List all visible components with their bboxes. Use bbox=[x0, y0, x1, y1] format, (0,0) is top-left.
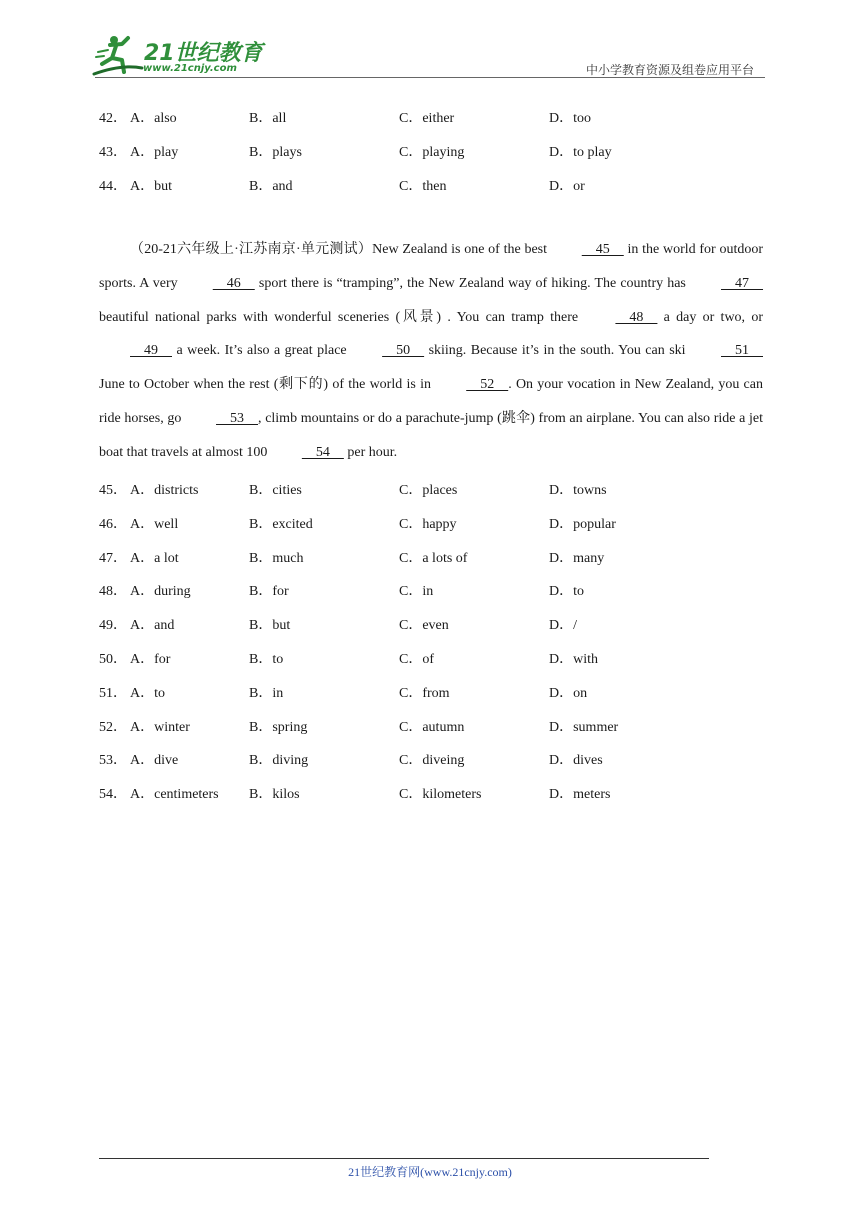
option-d: D．with bbox=[549, 652, 598, 667]
passage-paragraph bbox=[99, 233, 763, 470]
option-a: A．to bbox=[130, 686, 165, 701]
logo-url: www.21cnjy.com bbox=[143, 63, 237, 74]
blank-47: 47 bbox=[721, 275, 764, 291]
question-row-51 bbox=[99, 682, 779, 702]
option-a: A．centimeters bbox=[130, 787, 219, 802]
option-c: C．kilometers bbox=[399, 787, 482, 802]
option-c: C．playing bbox=[399, 145, 465, 160]
option-b: B．to bbox=[249, 652, 284, 667]
option-a: A．during bbox=[130, 584, 191, 599]
option-d: D．or bbox=[549, 179, 585, 194]
question-row-48 bbox=[99, 580, 779, 600]
option-d: D．on bbox=[549, 686, 588, 701]
option-c: C．a lots of bbox=[399, 551, 468, 566]
passage-text: sport there is “tramping”, the New Zealand way of hiking. The country has bbox=[254, 275, 691, 291]
option-c: C．of bbox=[399, 652, 434, 667]
passage-text: a day or two, or bbox=[657, 309, 763, 325]
option-b: B．much bbox=[249, 551, 304, 566]
option-b: B．in bbox=[249, 686, 284, 701]
question-number: 44． bbox=[99, 179, 127, 194]
question-number: 47． bbox=[99, 551, 127, 566]
question-number: 52． bbox=[99, 720, 127, 735]
question-row-42 bbox=[99, 107, 779, 127]
option-a: A．a lot bbox=[130, 551, 179, 566]
question-number: 42． bbox=[99, 111, 127, 126]
page-header bbox=[0, 0, 860, 80]
option-b: B．for bbox=[249, 584, 289, 599]
option-d: D．/ bbox=[549, 618, 577, 633]
option-b: B．spring bbox=[249, 720, 308, 735]
option-b: B．but bbox=[249, 618, 291, 633]
option-c: C．places bbox=[399, 483, 458, 498]
question-row-46 bbox=[99, 513, 779, 533]
cloze-passage bbox=[99, 233, 763, 470]
option-c: C．autumn bbox=[399, 720, 465, 735]
option-d: D．dives bbox=[549, 753, 603, 768]
option-d: D．to bbox=[549, 584, 584, 599]
question-row-53 bbox=[99, 749, 779, 769]
question-number: 54． bbox=[99, 787, 127, 802]
blank-54: 54 bbox=[301, 444, 344, 460]
passage-source: （20-21六年级上·江苏南京·单元测试） bbox=[130, 242, 373, 257]
question-number: 50． bbox=[99, 652, 127, 667]
option-c: C．from bbox=[399, 686, 450, 701]
option-a: A．play bbox=[130, 145, 179, 160]
passage-text: a week. It’s also a great place bbox=[172, 343, 352, 359]
option-a: A．districts bbox=[130, 483, 199, 498]
question-row-52 bbox=[99, 716, 779, 736]
question-number: 45． bbox=[99, 483, 127, 498]
passage-text: beautiful national parks with wonderful sceneries (风景) . You can tramp there bbox=[99, 309, 585, 325]
question-row-49 bbox=[99, 614, 779, 634]
option-c: C．diveing bbox=[399, 753, 465, 768]
blank-49: 49 bbox=[130, 343, 172, 359]
option-d: D．many bbox=[549, 551, 605, 566]
question-number: 51． bbox=[99, 686, 127, 701]
blank-50: 50 bbox=[382, 343, 425, 359]
question-row-45 bbox=[99, 479, 779, 499]
option-a: A．but bbox=[130, 179, 172, 194]
question-row-50 bbox=[99, 648, 779, 668]
platform-title: 中小学教育资源及组卷应用平台 bbox=[585, 63, 754, 77]
question-number: 48． bbox=[99, 584, 127, 599]
option-a: A．for bbox=[130, 652, 171, 667]
option-c: C．in bbox=[399, 584, 434, 599]
passage-text: June to October when the rest (剩下的) of the world is in bbox=[99, 377, 436, 393]
footer-divider bbox=[99, 1158, 709, 1159]
option-b: B．and bbox=[249, 179, 293, 194]
blank-48: 48 bbox=[615, 309, 658, 325]
blank-53: 53 bbox=[216, 410, 259, 426]
option-c: C．either bbox=[399, 111, 455, 126]
passage-text: in the world for outdoor sports. A very bbox=[99, 242, 764, 291]
question-number: 43． bbox=[99, 145, 127, 160]
option-b: B．kilos bbox=[249, 787, 300, 802]
passage-text: . On your vocation in New Zealand, you can ride horses, go bbox=[99, 377, 763, 426]
option-a: A．and bbox=[130, 618, 175, 633]
option-a: A．dive bbox=[130, 753, 179, 768]
option-c: C．even bbox=[399, 618, 449, 633]
option-d: D．popular bbox=[549, 517, 616, 532]
question-number: 46． bbox=[99, 517, 127, 532]
option-b: B．cities bbox=[249, 483, 302, 498]
question-row-47 bbox=[99, 547, 779, 567]
option-a: A．well bbox=[130, 517, 179, 532]
option-b: B．diving bbox=[249, 753, 309, 768]
option-c: C．happy bbox=[399, 517, 457, 532]
option-b: B．plays bbox=[249, 145, 302, 160]
option-c: C．then bbox=[399, 179, 447, 194]
footer-link[interactable]: 21世纪教育网(www.21cnjy.com) bbox=[348, 1165, 512, 1179]
option-d: D．to play bbox=[549, 145, 612, 160]
question-number: 49． bbox=[99, 618, 127, 633]
header-divider bbox=[95, 77, 765, 78]
option-a: A．winter bbox=[130, 720, 190, 735]
blank-51: 51 bbox=[721, 343, 763, 359]
option-d: D．summer bbox=[549, 720, 619, 735]
question-row-54 bbox=[99, 783, 779, 803]
question-row-43 bbox=[99, 141, 779, 161]
blank-52: 52 bbox=[466, 377, 509, 393]
option-a: A．also bbox=[130, 111, 177, 126]
option-b: B．all bbox=[249, 111, 287, 126]
blank-46: 46 bbox=[212, 275, 255, 291]
logo-wordmark: 21世纪教育 bbox=[144, 41, 263, 66]
passage-text: skiing. Because it’s in the south. You can ski bbox=[424, 343, 690, 359]
option-d: D．towns bbox=[549, 483, 607, 498]
question-row-44 bbox=[99, 175, 779, 195]
passage-text: , climb mountains or do a parachute-jump (跳伞) from an airplane. You can also ride a jet boat that travels at almost 100 bbox=[99, 410, 763, 460]
option-d: D．meters bbox=[549, 787, 611, 802]
option-b: B．excited bbox=[249, 517, 313, 532]
blank-45: 45 bbox=[581, 242, 624, 257]
option-d: D．too bbox=[549, 111, 591, 126]
passage-text: New Zealand is one of the best bbox=[372, 242, 551, 257]
passage-text: per hour. bbox=[343, 444, 398, 460]
question-number: 53． bbox=[99, 753, 127, 768]
